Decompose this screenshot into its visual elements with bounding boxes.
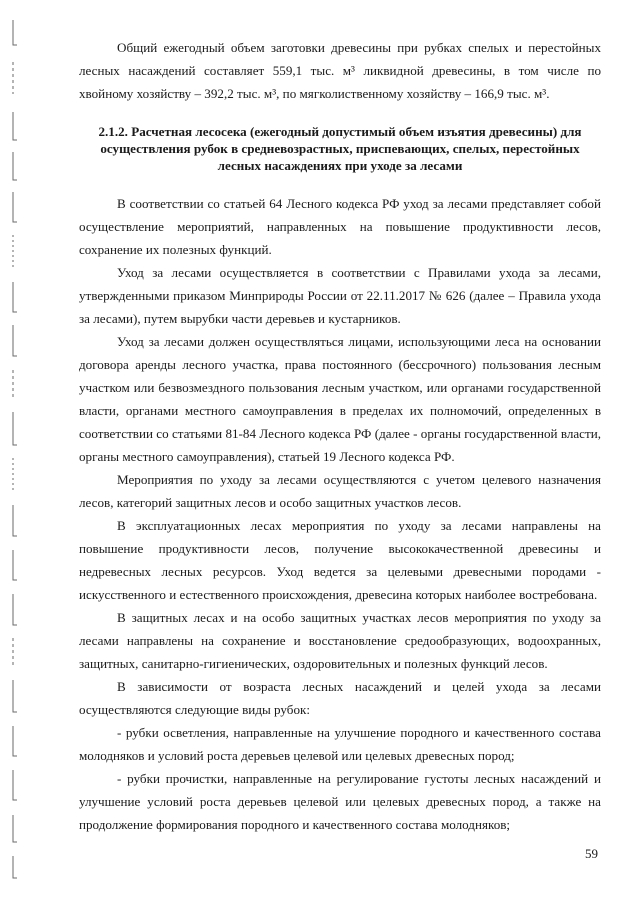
margin-mark [13,152,17,180]
body-paragraph: Уход за лесами осуществляется в соответствии с Правилами ухода за лесами, утвержденными приказом Минприроды России от 22.11.2017 № 626 (далее – Правила ухода за лесами), путем вырубки части деревьев и кустарников. [79,265,601,326]
page-number: 59 [585,846,598,861]
margin-mark [13,412,17,445]
page-content [79,36,601,836]
body-paragraph: В зависимости от возраста лесных насаждений и целей ухода за лесами осуществляются следующие виды рубок: [79,679,601,717]
margin-mark [13,282,17,312]
margin-mark [13,112,17,140]
body-paragraph: В соответствии со статьей 64 Лесного кодекса РФ уход за лесами представляет собой осуществление мероприятий, направленных на повышение продуктивности лесов, сохранение их полезных функций. [79,196,601,257]
margin-mark [13,505,17,536]
binding-margin-marks [0,0,30,905]
margin-mark [13,325,17,356]
margin-mark [13,726,17,756]
margin-mark [13,770,17,800]
body-paragraph: Мероприятия по уходу за лесами осуществляются с учетом целевого назначения лесов, категорий защитных лесов и особо защитных участков лесов. [79,472,601,510]
margin-mark [13,856,17,878]
list-item: - рубки осветления, направленные на улучшение породного и качественного состава молодняков и условий роста деревьев целевой или целевых древесных пород; [79,725,601,763]
margin-mark [13,550,17,580]
margin-mark [13,815,17,842]
body-paragraph: Уход за лесами должен осуществляться лицами, использующими леса на основании договора аренды лесного участка, права постоянного (бессрочного) пользования лесным участком или безвозмездного пользования лесным участком, или органами государственной власти, органами местного самоуправления в пределах их полномочий, определенных в соответствии со статьями 81-84 Лесного кодекса РФ (далее - органы государственной власти, органы местного самоуправления), статьей 19 Лесного кодекса РФ. [79,334,601,464]
body-paragraph: В защитных лесах и на особо защитных участках лесов мероприятия по уходу за лесами направлены на сохранение и восстановление средообразующих, водоохранных, защитных, санитарно-гигиенических, оздоровительных и полезных функций лесов. [79,610,601,671]
margin-mark [13,594,17,625]
margin-mark [13,680,17,712]
margin-mark [13,192,17,222]
intro-paragraph: Общий ежегодный объем заготовки древесины при рубках спелых и перестойных лесных насаждений составляет 559,1 тыс. м³ ликвидной древесины, в том числе по хвойному хозяйству – 392,2 тыс. м³, по мягколиственному хозяйству – 166,9 тыс. м³. [79,40,601,101]
body-paragraph: В эксплуатационных лесах мероприятия по уходу за лесами направлены на повышение продуктивности лесов, получение высококачественной древесины и недревесных лесных ресурсов. Уход ведется за целевыми древесными породами - искусственного и естественного происхождения, древесина которых наиболее востребована. [79,518,601,602]
list-item: - рубки прочистки, направленные на регулирование густоты лесных насаждений и улучшение условий роста деревьев целевой или целевых древесных пород, а также на продолжение формирования породного и качественного состава молодняков; [79,771,601,832]
margin-mark [13,20,17,45]
section-heading: 2.1.2. Расчетная лесосека (ежегодный допустимый объем изъятия древесины) для осуществления рубок в средневозрастных, приспевающих, спелых, перестойных лесных насаждениях при уходе за лесами [98,124,582,173]
